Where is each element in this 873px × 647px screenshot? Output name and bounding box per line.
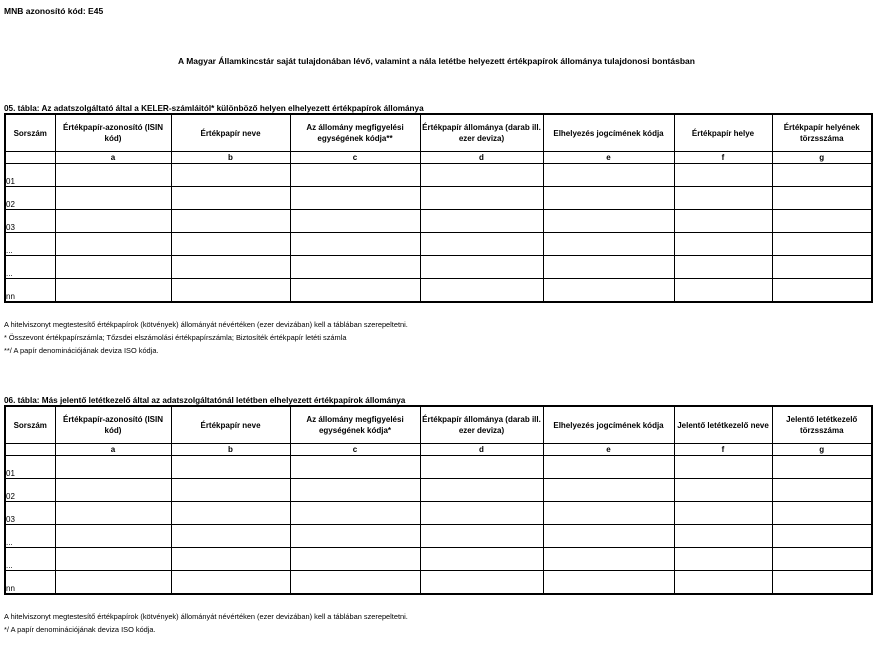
entry-cell[interactable] <box>171 210 290 233</box>
entry-cell[interactable] <box>674 210 772 233</box>
entry-cell[interactable] <box>290 210 420 233</box>
entry-cell[interactable] <box>55 525 171 548</box>
row-number: 02 <box>5 187 55 210</box>
entry-cell[interactable] <box>674 571 772 595</box>
entry-cell[interactable] <box>55 279 171 303</box>
col-header-unit-code: Az állomány megfigyelési egységének kódja** <box>290 114 420 152</box>
entry-cell[interactable] <box>674 233 772 256</box>
entry-cell[interactable] <box>674 187 772 210</box>
entry-cell[interactable] <box>674 502 772 525</box>
table-06-caption: 06. tábla: Más jelentő letétkezelő által az adatszolgáltatónál letétben elhelyezett értékpapírok állománya <box>4 396 406 405</box>
entry-cell[interactable] <box>543 210 674 233</box>
table-05-body <box>5 164 872 303</box>
col-header-name: Értékpapír neve <box>171 406 290 444</box>
entry-cell[interactable] <box>290 164 420 187</box>
table-row <box>5 548 872 571</box>
entry-cell[interactable] <box>420 525 543 548</box>
entry-cell[interactable] <box>171 571 290 595</box>
col-letter <box>5 152 55 164</box>
col-header-stock: Értékpapír állománya (darab ill. ezer deviza) <box>420 406 543 444</box>
row-number: ... <box>5 548 55 571</box>
table-05-footnote-1: * Összevont értékpapírszámla; Tőzsdei elszámolási értékpapírszámla; Biztosíték értékpapír letéti számla <box>4 333 347 342</box>
col-header-unit-code: Az állomány megfigyelési egységének kódja* <box>290 406 420 444</box>
entry-cell[interactable] <box>674 525 772 548</box>
entry-cell[interactable] <box>290 548 420 571</box>
col-letter: e <box>543 444 674 456</box>
entry-cell[interactable] <box>290 502 420 525</box>
entry-cell[interactable] <box>55 548 171 571</box>
entry-cell[interactable] <box>420 279 543 303</box>
table-row <box>5 479 872 502</box>
entry-cell[interactable] <box>674 279 772 303</box>
entry-cell[interactable] <box>55 187 171 210</box>
entry-cell[interactable] <box>171 164 290 187</box>
col-letter <box>5 444 55 456</box>
entry-cell[interactable] <box>772 456 872 479</box>
table-row <box>5 187 872 210</box>
entry-cell[interactable] <box>171 502 290 525</box>
entry-cell[interactable] <box>772 571 872 595</box>
entry-cell[interactable] <box>772 233 872 256</box>
col-header-isin: Értékpapír-azonosító (ISIN kód) <box>55 114 171 152</box>
col-header-title-code: Elhelyezés jogcímének kódja <box>543 114 674 152</box>
table-row <box>5 525 872 548</box>
entry-cell[interactable] <box>290 525 420 548</box>
table-row <box>5 256 872 279</box>
entry-cell[interactable] <box>55 210 171 233</box>
entry-cell[interactable] <box>543 525 674 548</box>
row-number: 03 <box>5 502 55 525</box>
row-number: 03 <box>5 210 55 233</box>
col-header-sorszam: Sorszám <box>5 406 55 444</box>
entry-cell[interactable] <box>171 187 290 210</box>
table-row <box>5 456 872 479</box>
entry-cell[interactable] <box>55 571 171 595</box>
entry-cell[interactable] <box>543 502 674 525</box>
entry-cell[interactable] <box>171 456 290 479</box>
table-row <box>5 571 872 595</box>
entry-cell[interactable] <box>55 233 171 256</box>
col-letter: g <box>772 444 872 456</box>
entry-cell[interactable] <box>55 502 171 525</box>
entry-cell[interactable] <box>772 502 872 525</box>
entry-cell[interactable] <box>543 279 674 303</box>
table-row <box>5 233 872 256</box>
entry-cell[interactable] <box>674 548 772 571</box>
entry-cell[interactable] <box>772 256 872 279</box>
table-05-caption: 05. tábla: Az adatszolgáltató által a KELER-számláitól* különböző helyen elhelyezett értékpapírok állománya <box>4 104 424 113</box>
entry-cell[interactable] <box>543 187 674 210</box>
row-number: ... <box>5 525 55 548</box>
col-header-title-code: Elhelyezés jogcímének kódja <box>543 406 674 444</box>
entry-cell[interactable] <box>674 479 772 502</box>
row-number: ... <box>5 256 55 279</box>
col-header-location-id: Értékpapír helyének törzsszáma <box>772 114 872 152</box>
row-number: ... <box>5 233 55 256</box>
col-letter: d <box>420 152 543 164</box>
entry-cell[interactable] <box>55 164 171 187</box>
form-code: MNB azonosító kód: E45 <box>4 6 104 16</box>
table-row <box>5 210 872 233</box>
entry-cell[interactable] <box>543 571 674 595</box>
col-letter: a <box>55 152 171 164</box>
row-number: 01 <box>5 164 55 187</box>
col-header-name: Értékpapír neve <box>171 114 290 152</box>
col-letter: f <box>674 444 772 456</box>
entry-cell[interactable] <box>420 187 543 210</box>
entry-cell[interactable] <box>543 233 674 256</box>
col-header-location: Értékpapír helye <box>674 114 772 152</box>
row-number: 01 <box>5 456 55 479</box>
entry-cell[interactable] <box>290 187 420 210</box>
entry-cell[interactable] <box>171 525 290 548</box>
entry-cell[interactable] <box>420 164 543 187</box>
table-06 <box>4 405 873 595</box>
col-letter: g <box>772 152 872 164</box>
entry-cell[interactable] <box>290 256 420 279</box>
entry-cell[interactable] <box>290 279 420 303</box>
col-header-custodian-id: Jelentő letétkezelő törzsszáma <box>772 406 872 444</box>
entry-cell[interactable] <box>543 256 674 279</box>
entry-cell[interactable] <box>171 256 290 279</box>
entry-cell[interactable] <box>674 164 772 187</box>
col-letter: c <box>290 152 420 164</box>
entry-cell[interactable] <box>543 456 674 479</box>
entry-cell[interactable] <box>543 479 674 502</box>
entry-cell[interactable] <box>420 571 543 595</box>
table-row <box>5 164 872 187</box>
entry-cell[interactable] <box>772 187 872 210</box>
entry-cell[interactable] <box>674 256 772 279</box>
entry-cell[interactable] <box>171 548 290 571</box>
table-05 <box>4 113 873 303</box>
entry-cell[interactable] <box>772 164 872 187</box>
col-letter: a <box>55 444 171 456</box>
col-header-sorszam: Sorszám <box>5 114 55 152</box>
entry-cell[interactable] <box>290 456 420 479</box>
table-05-footnote-2: **/ A papír denominációjának deviza ISO kódja. <box>4 346 159 355</box>
entry-cell[interactable] <box>420 502 543 525</box>
row-number: nn <box>5 571 55 595</box>
entry-cell[interactable] <box>290 571 420 595</box>
entry-cell[interactable] <box>420 456 543 479</box>
entry-cell[interactable] <box>55 256 171 279</box>
entry-cell[interactable] <box>420 479 543 502</box>
table-row <box>5 502 872 525</box>
entry-cell[interactable] <box>543 548 674 571</box>
entry-cell[interactable] <box>772 279 872 303</box>
table-06-footnote-1: */ A papír denominációjának deviza ISO kódja. <box>4 625 156 634</box>
entry-cell[interactable] <box>171 233 290 256</box>
table-row <box>5 279 872 303</box>
row-number: nn <box>5 279 55 303</box>
row-number: 02 <box>5 479 55 502</box>
col-letter: e <box>543 152 674 164</box>
entry-cell[interactable] <box>772 210 872 233</box>
entry-cell[interactable] <box>772 525 872 548</box>
entry-cell[interactable] <box>420 548 543 571</box>
entry-cell[interactable] <box>772 479 872 502</box>
col-letter: b <box>171 152 290 164</box>
col-header-stock: Értékpapír állománya (darab ill. ezer deviza) <box>420 114 543 152</box>
entry-cell[interactable] <box>55 479 171 502</box>
entry-cell[interactable] <box>772 548 872 571</box>
entry-cell[interactable] <box>55 456 171 479</box>
col-letter: f <box>674 152 772 164</box>
entry-cell[interactable] <box>290 479 420 502</box>
col-letter: c <box>290 444 420 456</box>
entry-cell[interactable] <box>290 233 420 256</box>
entry-cell[interactable] <box>420 256 543 279</box>
table-05-note: A hitelviszonyt megtestesítő értékpapírok (kötvények) állományát névértéken (ezer devizában) kell a táblában szerepeltetni. <box>4 320 408 329</box>
entry-cell[interactable] <box>171 279 290 303</box>
entry-cell[interactable] <box>674 456 772 479</box>
col-header-custodian-name: Jelentő letétkezelő neve <box>674 406 772 444</box>
col-letter: b <box>171 444 290 456</box>
entry-cell[interactable] <box>420 233 543 256</box>
entry-cell[interactable] <box>171 479 290 502</box>
col-letter: d <box>420 444 543 456</box>
entry-cell[interactable] <box>543 164 674 187</box>
col-header-isin: Értékpapír-azonosító (ISIN kód) <box>55 406 171 444</box>
entry-cell[interactable] <box>420 210 543 233</box>
table-06-note: A hitelviszonyt megtestesítő értékpapírok (kötvények) állományát névértéken (ezer devizában) kell a táblában szerepeltetni. <box>4 612 408 621</box>
table-06-body <box>5 456 872 595</box>
page-title: A Magyar Államkincstár saját tulajdonában lévő, valamint a nála letétbe helyezett értékpapírok állománya tulajdonosi bontásban <box>178 56 695 66</box>
